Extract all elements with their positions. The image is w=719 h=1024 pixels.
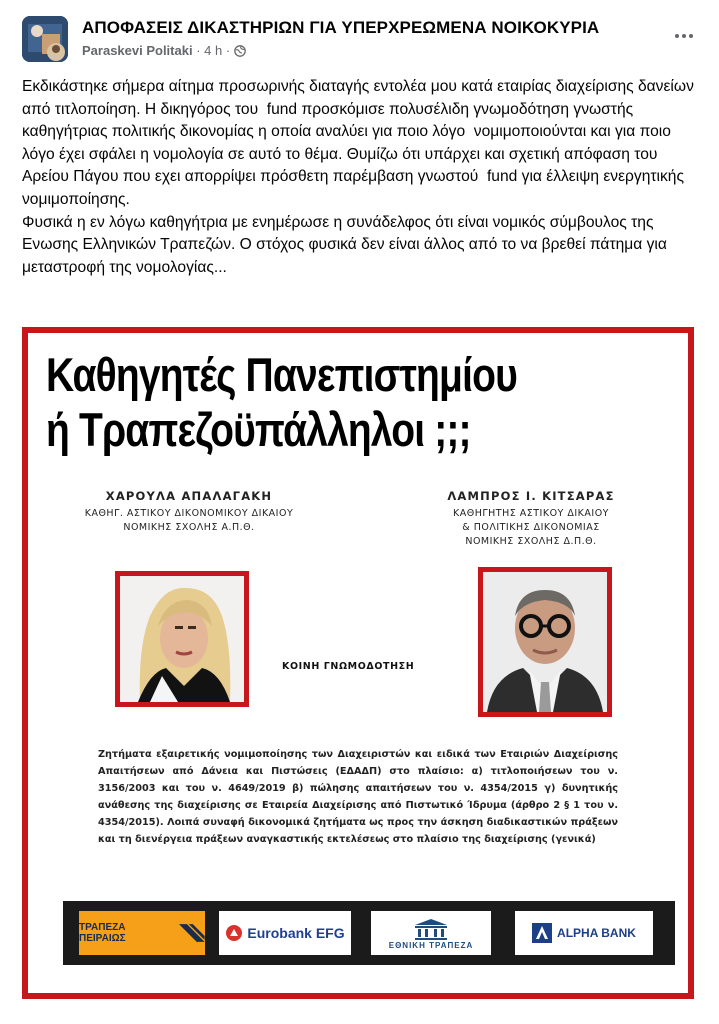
- person-right-role-1: ΚΑΘΗΓΗΤΗΣ ΑΣΤΙΚΟΥ ΔΙΚΑΙΟΥ: [452, 508, 609, 519]
- eurobank-logo: [219, 911, 351, 955]
- eurobank-name: Eurobank EFG: [247, 925, 345, 941]
- image-inner: [34, 339, 682, 987]
- post-image[interactable]: [22, 327, 694, 999]
- image-headline: [46, 347, 517, 457]
- post-paragraph-1: Εκδικάστηκε σήμερα αίτημα προσωρινής διαταγής εντολέα μου κατά εταιρίας διαχείρισης δανείων από τιτλοποίηση. Η δικηγόρος του fund προσκόμισε πολυσέλιδη γνωμοδότηση γνωστής καθηγήτριας πολιτικής δικονομίας η οποία αναλύει για ποιο λόγο νομιμοποιούνται και για ποιο λόγο έχει σφάλει η νομολογία σε αυτό το θέμα. Θυμίζω ότι υπάρχει και σχετική απόφαση του Αρείου Πάγου που εχει απορρίψει πρόσθετη παρέμβαση γνωστού fund για έλλειψη ενεργητικής νομιμοποίησης.: [22, 78, 699, 208]
- person-right-name: ΛΑΜΠΡΟΣ Ι. ΚΙΤΣΑΡΑΣ: [447, 489, 615, 503]
- alpha-bank-symbol-icon: [532, 923, 552, 943]
- post-meta: [82, 43, 246, 58]
- alpha-bank-name: ALPHA BANK: [557, 926, 636, 940]
- person-left-role-2: ΝΟΜΙΚΗΣ ΣΧΟΛΗΣ Α.Π.Θ.: [123, 522, 255, 533]
- person-right-caption: [416, 489, 646, 549]
- author-link[interactable]: Paraskevi Politaki: [82, 43, 193, 58]
- meta-separator-2: ·: [225, 43, 231, 58]
- alpha-bank-logo: [515, 911, 653, 955]
- piraeus-stripes-icon: [179, 924, 205, 942]
- person-left-caption: [74, 489, 304, 535]
- globe-icon: [234, 45, 246, 57]
- national-bank-name: ΕΘΝΙΚΗ ΤΡΑΠΕΖΑ: [388, 940, 474, 950]
- opinion-description: Ζητήματα εξαιρετικής νομιμοποίησης των Διαχειριστών και ειδικά των Εταιριών Διαχείρισης Απαιτήσεων από Δάνεια και Πιστώσεις (ΕΔΑΔΠ) στο πλαίσιο: α) τιτλοποιήσεων του ν. 3156/2003 και του ν. 4649/2019 β) πώλησης απαιτήσεων του ν. 4354/2015 γ) δυνητικής ανάθεσης της διαχείρισης σε Εταιρεία Διαχείρισης από Πιστωτικό Ίδρυμα (άρθρο 2 § 1 του ν. 4354/2015). Λοιπά συναφή δικονομικά ζητήματα ως προς την άσκηση διαδικαστικών πράξεων και τη διενέργεια πράξεων αναγκαστικής εκτελέσεως στο πλαίσιο της διαχείρισης (γενικά): [98, 749, 618, 845]
- national-bank-logo: [371, 911, 491, 955]
- person-left-role-1: ΚΑΘΗΓ. ΑΣΤΙΚΟΥ ΔΙΚΟΝΟΜΙΚΟΥ ΔΙΚΑΙΟΥ: [84, 508, 294, 519]
- group-avatar[interactable]: [22, 16, 68, 62]
- woman-portrait-icon: [120, 576, 244, 702]
- headline-line-2: ή Τραπεζοϋπάλληλοι ;;;: [46, 403, 471, 456]
- more-options-button[interactable]: [669, 24, 699, 54]
- piraeus-bank-name: ΤΡΑΠΕΖΑ ΠΕΙΡΑΙΩΣ: [79, 922, 126, 944]
- post-paragraph-2: Φυσικά η εν λόγω καθηγήτρια με ενημέρωσε η συνάδελφος ότι είναι νομικός σύμβουλος της Ενωσης Ελληνικών Τραπεζών. Ο στόχος φυσικά δεν είναι άλλος από το να βρεθεί πάτημα για μεταστροφή της νομολογίας...: [22, 213, 672, 276]
- person-left-name: ΧΑΡΟΥΛΑ ΑΠΑΛΑΓΑΚΗ: [105, 489, 273, 503]
- man-portrait-icon: [483, 572, 607, 712]
- group-name-link[interactable]: ΑΠΟΦΑΣΕΙΣ ΔΙΚΑΣΤΗΡΙΩΝ ΓΙΑ ΥΠΕΡΧΡΕΩΜΕΝΑ ΝΟΙΚΟΚΥΡΙΑ: [82, 18, 600, 37]
- post-header: [20, 14, 703, 64]
- national-bank-building-icon: [411, 917, 451, 941]
- meta-separator: ·: [196, 43, 201, 58]
- eurobank-symbol-icon: [225, 924, 243, 942]
- piraeus-bank-logo: [79, 911, 205, 955]
- post-time[interactable]: 4 h: [204, 43, 223, 58]
- avatar-image-icon: [22, 16, 68, 62]
- more-horizontal-icon: [672, 24, 696, 48]
- person-right-role-3: ΝΟΜΙΚΗΣ ΣΧΟΛΗΣ Δ.Π.Θ.: [465, 536, 597, 547]
- headline-line-1: Καθηγητές Πανεπιστημίου: [46, 348, 517, 401]
- bank-logos-strip: [63, 901, 675, 965]
- photo-right: [478, 567, 612, 717]
- person-right-role-2: & ΠΟΛΙΤΙΚΗΣ ΔΙΚΟΝΟΜΙΑΣ: [462, 522, 600, 533]
- post-text: [22, 76, 702, 279]
- photo-left: [115, 571, 249, 707]
- joint-opinion-label: ΚΟΙΝΗ ΓΝΩΜΟΔΟΤΗΣΗ: [282, 661, 415, 672]
